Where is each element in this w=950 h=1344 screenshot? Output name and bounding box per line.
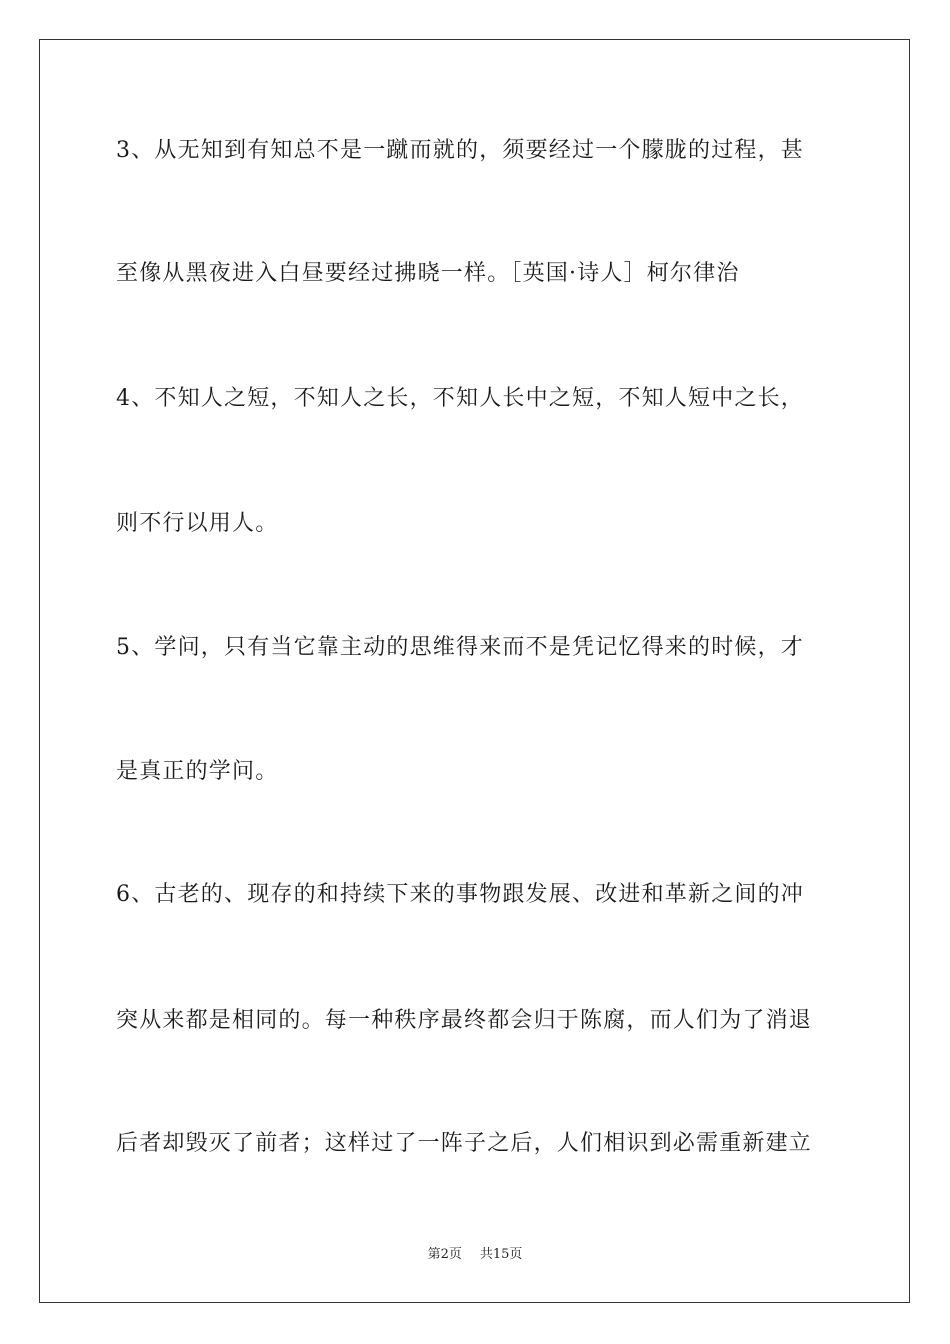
text-line-6: 是真正的学问。 — [116, 759, 279, 784]
text-line-1: 3、从无知到有知总不是一蹴而就的，须要经过一个朦胧的过程，甚 — [116, 138, 804, 163]
page-total: 共15页 — [479, 1247, 523, 1262]
text-line-8: 突从来都是相同的。每一种秩序最终都会归于陈腐，而人们为了消退 — [116, 1008, 813, 1033]
page-number: 第2页 — [427, 1247, 462, 1262]
page-footer — [0, 1246, 950, 1264]
text-line-2: 至像从黑夜进入白昼要经过拂晓一样。［英国·诗人］柯尔律治 — [116, 261, 740, 286]
text-line-3: 4、不知人之短，不知人之长，不知人长中之短，不知人短中之长， — [116, 386, 804, 411]
text-line-7: 6、古老的、现存的和持续下来的事物跟发展、改进和革新之间的冲 — [116, 882, 804, 907]
page-border — [39, 39, 910, 1303]
text-line-5: 5、学问，只有当它靠主动的思维得来而不是凭记忆得来的时候，才 — [116, 635, 804, 660]
text-line-4: 则不行以用人。 — [116, 511, 279, 536]
text-line-9: 后者却毁灭了前者；这样过了一阵子之后，人们相识到必需重新建立 — [116, 1131, 813, 1156]
